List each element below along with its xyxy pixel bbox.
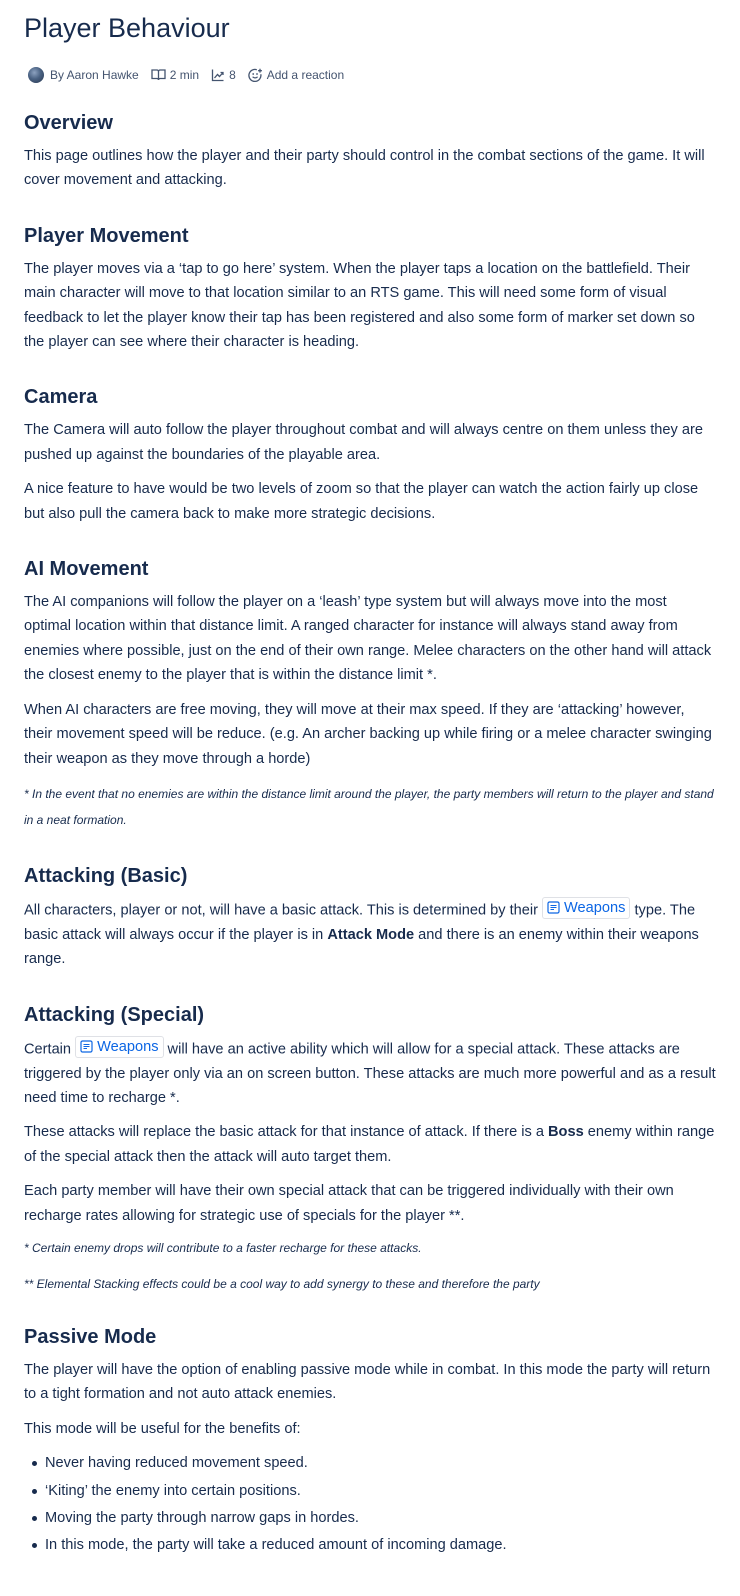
read-time: 2 min bbox=[151, 68, 199, 82]
player-movement-paragraph: The player moves via a ‘tap to go here’ system. When the player taps a location on the battlefield. Their main character will move to that location similar to an RTS game. This will need some form of visual feedback to let the player know their tap has been registered and also some form of marker set down so the player can see where their character is heading. bbox=[24, 260, 695, 351]
heading-attacking-special: Attacking (Special) bbox=[24, 1003, 205, 1026]
ai-movement-paragraph-2: When AI characters are free moving, they will move at their max speed. If they are ‘attacking’ however, their movement speed will be reduce. (e.g. An archer backing up while firing or a melee character swinging their weapon as they move through a horde) bbox=[24, 701, 712, 767]
heading-attacking-basic: Attacking (Basic) bbox=[24, 864, 188, 887]
heading-camera: Camera bbox=[24, 386, 98, 409]
ai-movement-paragraph-1: The AI companions will follow the player on a ‘leash’ type system but will always move into the most optimal location within that distance limit. A ranged character for instance will always stand away from enemies where possible, just on the end of their own range. Melee characters on the other hand will attack the closest enemy to the player that is within the distance limit *. bbox=[24, 594, 712, 684]
heading-player-movement: Player Movement bbox=[24, 224, 189, 247]
list-item: ‘Kiting’ the enemy into certain positions. bbox=[32, 1479, 716, 1503]
byline bbox=[24, 64, 716, 86]
passive-mode-paragraph-1: The player will have the option of enabling passive mode while in combat. In this mode the party will return to a tight formation and not auto attack enemies. bbox=[24, 1361, 711, 1403]
views[interactable]: 8 bbox=[211, 68, 236, 82]
attacking-special-footnote-1: * Certain enemy drops will contribute to a faster recharge for these attacks. bbox=[24, 1240, 422, 1255]
camera-paragraph-2: A nice feature to have would be two levels of zoom so that the player can watch the action fairly up close but also pull the camera back to make more strategic decisions. bbox=[24, 481, 699, 522]
ai-movement-footnote: * In the event that no enemies are within the distance limit around the player, the party members will return to the player and stand in a neat formation. bbox=[24, 786, 714, 827]
passive-mode-benefits-list bbox=[32, 1451, 716, 1558]
avatar[interactable] bbox=[28, 67, 44, 83]
list-item: In this mode, the party will take a reduced amount of incoming damage. bbox=[32, 1533, 716, 1557]
passive-mode-paragraph-2: This mode will be useful for the benefits of: bbox=[24, 1420, 301, 1437]
smiley-add-icon bbox=[248, 68, 263, 83]
attacking-special-paragraph-1: Certain Weapons will have an active ability which will allow for a special attack. These attacks are triggered by the player only via an on screen button. These attacks are much more powerful and as a result need time to recharge *. bbox=[24, 1036, 716, 1111]
author-name[interactable]: By Aaron Hawke bbox=[50, 68, 139, 82]
attacking-special-paragraph-3: Each party member will have their own special attack that can be triggered individually with their own recharge rates allowing for strategic use of specials for the player **. bbox=[24, 1183, 674, 1224]
author[interactable] bbox=[24, 67, 139, 83]
book-icon bbox=[151, 68, 166, 82]
list-item: Moving the party through narrow gaps in hordes. bbox=[32, 1506, 716, 1530]
heading-ai-movement: AI Movement bbox=[24, 558, 149, 581]
page-icon bbox=[80, 1040, 93, 1053]
attacking-special-footnote-2: ** Elemental Stacking effects could be a cool way to add synergy to these and therefore the party bbox=[24, 1276, 540, 1291]
attacking-basic-paragraph: All characters, player or not, will have a basic attack. This is determined by their Weapons type. The basic attack will always occur if the player is in Attack Mode and there is an enemy within their weapons range. bbox=[24, 897, 716, 972]
page-icon bbox=[547, 901, 560, 914]
list-item: Never having reduced movement speed. bbox=[32, 1451, 716, 1475]
page-title: Player Behaviour bbox=[24, 13, 230, 43]
heading-passive-mode: Passive Mode bbox=[24, 1325, 157, 1348]
camera-paragraph-1: The Camera will auto follow the player throughout combat and will always centre on them unless they are pushed up against the boundaries of the playable area. bbox=[24, 422, 703, 463]
trend-icon bbox=[211, 68, 225, 82]
overview-paragraph: This page outlines how the player and their party should control in the combat sections of the game. It will cover movement and attacking. bbox=[24, 148, 705, 189]
weapons-link[interactable]: Weapons bbox=[75, 1036, 163, 1058]
add-reaction-button[interactable]: Add a reaction bbox=[248, 68, 344, 83]
weapons-link[interactable]: Weapons bbox=[542, 897, 630, 919]
attacking-special-paragraph-2: These attacks will replace the basic attack for that instance of attack. If there is a Boss enemy within range of the special attack then the attack will auto target them. bbox=[24, 1124, 715, 1165]
heading-overview: Overview bbox=[24, 112, 113, 134]
